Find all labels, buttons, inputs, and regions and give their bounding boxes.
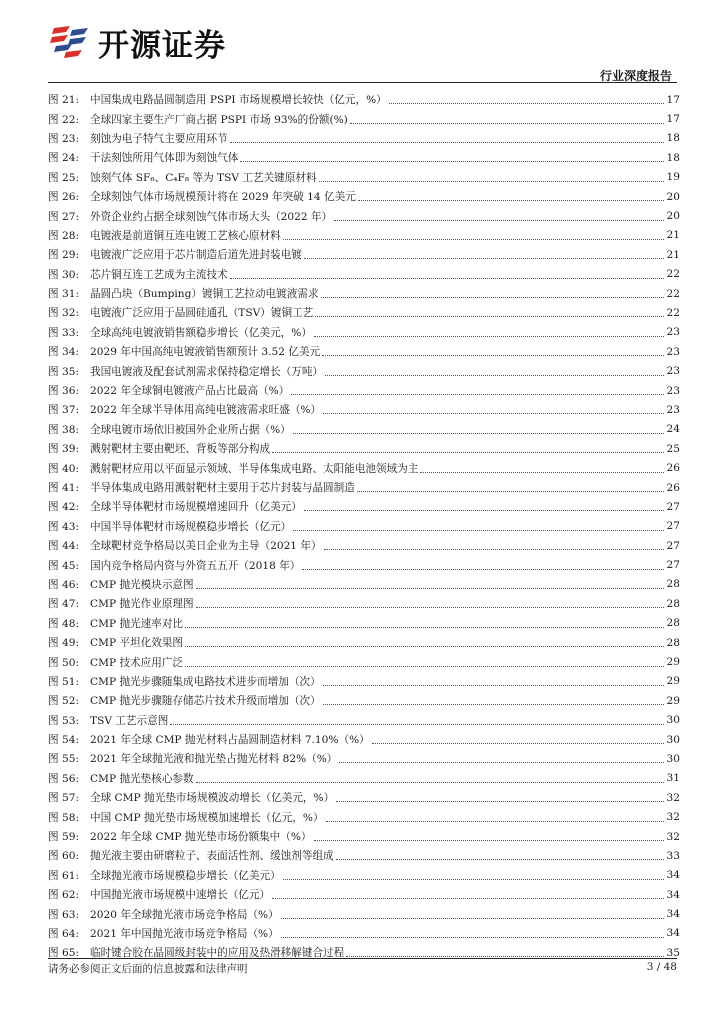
- toc-dot-leader: [358, 200, 664, 201]
- toc-figure-title[interactable]: TSV 工艺示意图: [90, 714, 169, 727]
- toc-figure-title[interactable]: 中国半导体靶材市场规模稳步增长（亿元）: [90, 520, 292, 533]
- toc-figure-number: 图 37:: [48, 404, 80, 417]
- toc-figure-number: 图 62:: [48, 889, 80, 902]
- toc-figure-title[interactable]: 全球刻蚀气体市场规模预计将在 2029 年突破 14 亿美元: [90, 191, 356, 204]
- toc-figure-title[interactable]: 溅射靶材应用以平面显示领域、半导体集成电路、太阳能电池领域为主: [90, 462, 419, 475]
- toc-page-number[interactable]: 21: [666, 248, 680, 261]
- toc-dot-leader: [322, 355, 664, 356]
- toc-page-number[interactable]: 29: [666, 675, 680, 688]
- toc-figure-number: 图 51:: [48, 675, 80, 688]
- toc-entry[interactable]: [48, 924, 680, 943]
- toc-figure-number: 图 22:: [48, 113, 80, 126]
- toc-figure-number: 图 29:: [48, 249, 80, 262]
- toc-entry[interactable]: [48, 478, 680, 497]
- toc-page-number[interactable]: 23: [666, 345, 680, 358]
- toc-entry[interactable]: [48, 303, 680, 322]
- toc-figure-number: 图 48:: [48, 617, 80, 630]
- toc-entry[interactable]: [48, 536, 680, 555]
- toc-figure-title[interactable]: 全球抛光液市场规模稳步增长（亿美元）: [90, 869, 281, 882]
- toc-dot-leader: [291, 394, 664, 395]
- brand-logo: [48, 20, 226, 64]
- toc-figure-title[interactable]: 2021 年全球 CMP 抛光材料占晶圆制造材料 7.10%（%）: [90, 734, 370, 747]
- toc-dot-leader: [240, 161, 664, 162]
- toc-figure-title[interactable]: 全球靶材竞争格局以美日企业为主导（2021 年）: [90, 540, 322, 553]
- toc-dot-leader: [272, 898, 664, 899]
- toc-dot-leader: [420, 472, 664, 473]
- toc-dot-leader: [283, 879, 664, 880]
- toc-figure-number: 图 31:: [48, 288, 80, 301]
- toc-dot-leader: [350, 123, 664, 124]
- toc-figure-title[interactable]: 抛光液主要由研磨粒子、表面活性剂、缓蚀剂等组成: [90, 850, 334, 863]
- toc-figure-number: 图 45:: [48, 559, 80, 572]
- toc-figure-title[interactable]: 中国集成电路晶圆制造用 PSPI 市场规模增长较快（亿元，%）: [90, 94, 387, 107]
- toc-page-number[interactable]: 23: [666, 326, 680, 339]
- toc-page-number[interactable]: 28: [666, 578, 680, 591]
- toc-dot-leader: [304, 258, 664, 259]
- toc-figure-title[interactable]: 2022 年全球 CMP 抛光垫市场份额集中（%）: [90, 831, 312, 844]
- toc-figure-number: 图 42:: [48, 501, 80, 514]
- toc-entry[interactable]: [48, 904, 680, 923]
- toc-page-number[interactable]: 27: [666, 539, 680, 552]
- toc-entry[interactable]: [48, 497, 680, 516]
- toc-page-number[interactable]: 29: [666, 694, 680, 707]
- toc-figure-number: 图 50:: [48, 656, 80, 669]
- toc-figure-number: 图 57:: [48, 792, 80, 805]
- toc-dot-leader: [230, 278, 664, 279]
- toc-dot-leader: [185, 646, 664, 647]
- toc-page-number[interactable]: 30: [666, 714, 680, 727]
- toc-dot-leader: [185, 666, 664, 667]
- toc-figure-number: 图 65:: [48, 947, 80, 960]
- toc-figure-title[interactable]: 2020 年全球抛光液市场竞争格局（%）: [90, 908, 279, 921]
- toc-dot-leader: [336, 859, 664, 860]
- toc-figure-title[interactable]: CMP 抛光模块示意图: [90, 578, 194, 591]
- toc-dot-leader: [272, 452, 664, 453]
- toc-figure-number: 图 24:: [48, 152, 80, 165]
- toc-entry[interactable]: [48, 866, 680, 885]
- toc-page-number[interactable]: 19: [666, 171, 680, 184]
- toc-dot-leader: [323, 413, 664, 414]
- toc-entry[interactable]: [48, 555, 680, 574]
- toc-page-number[interactable]: 18: [666, 151, 680, 164]
- toc-dot-leader: [323, 704, 664, 705]
- toc-dot-leader: [334, 220, 664, 221]
- logo-text: 开源证券: [98, 27, 226, 64]
- toc-page-number[interactable]: 22: [666, 268, 680, 281]
- toc-dot-leader: [372, 743, 664, 744]
- toc-figure-title[interactable]: 中国 CMP 抛光垫市场规模加速增长（亿元，%）: [90, 811, 324, 824]
- toc-entry[interactable]: [48, 846, 680, 865]
- toc-page-number[interactable]: 22: [666, 306, 680, 319]
- toc-figure-number: 图 46:: [48, 578, 80, 591]
- toc-figure-title[interactable]: 全球四家主要生产厂商占据 PSPI 市场 93%的份额(%): [90, 113, 348, 126]
- toc-page-number[interactable]: 27: [666, 520, 680, 533]
- toc-page-number[interactable]: 30: [666, 752, 680, 765]
- toc-entry[interactable]: [48, 730, 680, 749]
- toc-page-number[interactable]: 27: [666, 500, 680, 513]
- toc-figure-title[interactable]: CMP 抛光步骤随集成电路技术进步而增加（次）: [90, 675, 321, 688]
- toc-figure-title[interactable]: CMP 抛光步骤随存储芯片技术升级而增加（次）: [90, 695, 321, 708]
- toc-figure-number: 图 58:: [48, 811, 80, 824]
- toc-figure-title[interactable]: 蚀刻气体 SF₆、C₄F₈ 等为 TSV 工艺关键原材料: [90, 171, 317, 184]
- toc-figure-number: 图 38:: [48, 423, 80, 436]
- toc-entry[interactable]: [48, 381, 680, 400]
- toc-page-number[interactable]: 24: [666, 423, 680, 436]
- toc-figure-title[interactable]: 外资企业约占据全球刻蚀气体市场大头（2022 年）: [90, 210, 333, 223]
- toc-page-number[interactable]: 33: [666, 849, 680, 862]
- toc-figure-number: 图 27:: [48, 210, 80, 223]
- toc-entry[interactable]: [48, 265, 680, 284]
- toc-page-number[interactable]: 32: [666, 791, 680, 804]
- footer-page-number: 3 / 48: [646, 961, 677, 973]
- toc-figure-title[interactable]: 中国抛光液市场规模中速增长（亿元）: [90, 889, 271, 902]
- toc-entry[interactable]: [48, 148, 680, 167]
- toc-figure-number: 图 33:: [48, 326, 80, 339]
- toc-entry[interactable]: [48, 168, 680, 187]
- toc-figure-number: 图 28:: [48, 229, 80, 242]
- toc-figure-title[interactable]: 半导体集成电路用溅射靶材主要用于芯片封装与晶圆制造: [90, 482, 355, 494]
- toc-entry[interactable]: [48, 594, 680, 613]
- toc-dot-leader: [304, 510, 664, 511]
- toc-dot-leader: [357, 491, 664, 492]
- toc-entry[interactable]: [48, 109, 680, 128]
- toc-figure-title[interactable]: 我国电镀液及配套试剂需求保持稳定增长（万吨）: [90, 365, 324, 378]
- toc-entry[interactable]: [48, 400, 680, 419]
- toc-entry[interactable]: [48, 652, 680, 671]
- toc-figure-title[interactable]: 2021 年中国抛光液市场竞争格局（%）: [90, 927, 279, 940]
- toc-figure-title[interactable]: 电镀液是前道铜互连电镀工艺核心原材料: [90, 229, 281, 242]
- toc-page-number[interactable]: 23: [666, 365, 680, 378]
- logo-mark-icon: [48, 22, 92, 62]
- toc-figure-number: 图 34:: [48, 346, 80, 359]
- toc-dot-leader: [281, 937, 664, 938]
- toc-entry[interactable]: [48, 633, 680, 652]
- toc-page-number[interactable]: 29: [666, 656, 680, 669]
- toc-figure-title[interactable]: 2029 年中国高纯电镀液销售额预计 3.52 亿美元: [90, 346, 321, 359]
- toc-figure-number: 图 47:: [48, 598, 80, 611]
- toc-dot-leader: [230, 142, 664, 143]
- toc-figure-number: 图 21:: [48, 94, 80, 107]
- toc-page-number[interactable]: 30: [666, 733, 680, 746]
- toc-entry[interactable]: [48, 788, 680, 807]
- toc-page-number[interactable]: 27: [666, 559, 680, 572]
- toc-entry[interactable]: [48, 943, 680, 962]
- toc-dot-leader: [339, 762, 664, 763]
- toc-dot-leader: [315, 316, 664, 317]
- toc-page-number[interactable]: 25: [666, 442, 680, 455]
- toc-page-number[interactable]: 31: [666, 772, 680, 785]
- toc-entry[interactable]: [48, 361, 680, 380]
- toc-figure-number: 图 23:: [48, 132, 80, 145]
- toc-page-number[interactable]: 17: [666, 93, 680, 106]
- toc-dot-leader: [185, 627, 664, 628]
- toc-figure-number: 图 60:: [48, 850, 80, 863]
- toc-page-number[interactable]: 26: [666, 462, 680, 475]
- toc-dot-leader: [321, 297, 664, 298]
- toc-entry[interactable]: [48, 749, 680, 768]
- toc-figure-number: 图 35:: [48, 365, 80, 378]
- toc-dot-leader: [302, 569, 664, 570]
- toc-entry[interactable]: [48, 187, 680, 206]
- toc-figure-title[interactable]: CMP 技术应用广泛: [90, 656, 184, 669]
- toc-figure-number: 图 53:: [48, 714, 80, 727]
- toc-dot-leader: [389, 103, 664, 104]
- toc-figure-title[interactable]: 2021 年全球抛光液和抛光垫占抛光材料 82%（%）: [90, 753, 338, 766]
- toc-page-number[interactable]: 18: [666, 132, 680, 145]
- toc-entry[interactable]: [48, 827, 680, 846]
- toc-figure-title[interactable]: 全球半导体靶材市场规模增速回升（亿美元）: [90, 501, 302, 514]
- toc-entry[interactable]: [48, 769, 680, 788]
- toc-page-number[interactable]: 32: [666, 830, 680, 843]
- toc-figure-number: 图 40:: [48, 462, 80, 475]
- toc-figure-number: 图 25:: [48, 171, 80, 184]
- toc-figure-title[interactable]: 溅射靶材主要由靶坯、背板等部分构成: [90, 443, 271, 456]
- toc-page-number[interactable]: 28: [666, 597, 680, 610]
- toc-entry[interactable]: [48, 614, 680, 633]
- toc-figure-number: 图 63:: [48, 908, 80, 921]
- toc-entry[interactable]: [48, 226, 680, 245]
- toc-figure-title[interactable]: 2022 年全球铜电镀液产品占比最高（%）: [90, 385, 290, 398]
- toc-entry[interactable]: [48, 711, 680, 730]
- toc-entry[interactable]: [48, 342, 680, 361]
- toc-figure-title[interactable]: 全球 CMP 抛光垫市场规模波动增长（亿美元，%）: [90, 792, 335, 805]
- toc-figure-number: 图 43:: [48, 520, 80, 533]
- toc-figure-title[interactable]: 电镀液广泛应用于晶圆硅通孔（TSV）镀铜工艺: [90, 307, 314, 320]
- toc-entry[interactable]: [48, 439, 680, 458]
- toc-page-number[interactable]: 34: [666, 927, 680, 940]
- header-divider: [48, 82, 677, 83]
- toc-entry[interactable]: [48, 245, 680, 264]
- toc-figure-title[interactable]: 电镀液广泛应用于芯片制造后道先进封装电镀: [90, 249, 302, 262]
- toc-figure-number: 图 59:: [48, 831, 80, 844]
- toc-entry[interactable]: [48, 691, 680, 710]
- footer-disclaimer: 请务必参阅正文后面的信息披露和法律声明: [48, 963, 248, 975]
- toc-figure-number: 图 54:: [48, 734, 80, 747]
- toc-page-number[interactable]: 34: [666, 908, 680, 921]
- report-type-label: 行业深度报告: [599, 69, 672, 83]
- toc-entry[interactable]: [48, 323, 680, 342]
- toc-figure-title[interactable]: 临时键合胶在晶圆级封装中的应用及热滑移解键合过程: [90, 947, 345, 960]
- toc-page-number[interactable]: 26: [666, 481, 680, 494]
- toc-dot-leader: [281, 918, 664, 919]
- toc-figure-title[interactable]: 全球高纯电镀液销售额稳步增长（亿美元，%）: [90, 326, 312, 339]
- toc-page-number[interactable]: 34: [666, 869, 680, 882]
- toc-page-number[interactable]: 28: [666, 617, 680, 630]
- toc-figure-title[interactable]: CMP 抛光速率对比: [90, 617, 184, 630]
- toc-dot-leader: [314, 840, 664, 841]
- toc-entry[interactable]: [48, 90, 680, 109]
- toc-figure-title[interactable]: 刻蚀为电子特气主要应用环节: [90, 132, 228, 145]
- toc-figure-title[interactable]: 国内竞争格局内资与外资五五开（2018 年）: [90, 559, 301, 572]
- toc-figure-number: 图 61:: [48, 869, 80, 882]
- toc-entry[interactable]: [48, 575, 680, 594]
- toc-dot-leader: [293, 433, 664, 434]
- toc-dot-leader: [323, 685, 664, 686]
- footer-divider: [48, 958, 677, 959]
- toc-page-number[interactable]: 32: [666, 811, 680, 824]
- toc-page-number[interactable]: 34: [666, 888, 680, 901]
- toc-entry[interactable]: [48, 672, 680, 691]
- toc-page-number[interactable]: 28: [666, 636, 680, 649]
- toc-figure-title[interactable]: 全球电镀市场依旧被国外企业所占据（%）: [90, 423, 291, 436]
- toc-figure-number: 图 26:: [48, 191, 80, 204]
- toc-dot-leader: [336, 801, 664, 802]
- toc-page-number[interactable]: 21: [666, 229, 680, 242]
- toc-figure-title[interactable]: 干法刻蚀所用气体即为刻蚀气体: [90, 152, 239, 165]
- toc-page-number[interactable]: 22: [666, 287, 680, 300]
- toc-dot-leader: [283, 239, 664, 240]
- toc-entry[interactable]: [48, 284, 680, 303]
- toc-figure-title[interactable]: CMP 平坦化效果图: [90, 637, 184, 650]
- toc-entry[interactable]: [48, 420, 680, 439]
- toc-dot-leader: [196, 588, 664, 589]
- toc-entry[interactable]: [48, 885, 680, 904]
- toc-dot-leader: [314, 336, 664, 337]
- toc-entry[interactable]: [48, 517, 680, 536]
- toc-page-number[interactable]: 23: [666, 384, 680, 397]
- toc-figure-number: 图 52:: [48, 695, 80, 708]
- toc-figure-number: 图 49:: [48, 637, 80, 650]
- toc-entry[interactable]: [48, 807, 680, 826]
- toc-figure-number: 图 36:: [48, 385, 80, 398]
- toc-dot-leader: [324, 549, 664, 550]
- toc-dot-leader: [170, 724, 664, 725]
- toc-page-number[interactable]: 35: [666, 946, 680, 959]
- toc-page-number[interactable]: 20: [666, 190, 680, 203]
- toc-figure-title[interactable]: CMP 抛光作业原理图: [90, 598, 194, 611]
- toc-page-number[interactable]: 17: [666, 113, 680, 126]
- toc-dot-leader: [325, 375, 664, 376]
- toc-figure-title[interactable]: 2022 年全球半导体用高纯电镀液需求旺盛（%）: [90, 404, 322, 417]
- toc-figure-title[interactable]: 芯片铜互连工艺成为主流技术: [90, 268, 228, 281]
- toc-figure-title[interactable]: 晶圆凸块（Bumping）镀铜工艺拉动电镀液需求: [90, 288, 319, 301]
- toc-figure-number: 图 32:: [48, 307, 80, 320]
- toc-dot-leader: [293, 530, 664, 531]
- toc-figure-number: 图 30:: [48, 268, 80, 281]
- toc-page-number[interactable]: 23: [666, 403, 680, 416]
- toc-entry[interactable]: [48, 458, 680, 477]
- toc-figure-number: 图 44:: [48, 540, 80, 553]
- toc-figure-number: 图 55:: [48, 753, 80, 766]
- toc-dot-leader: [319, 181, 664, 182]
- toc-page-number[interactable]: 20: [666, 210, 680, 223]
- toc-figure-number: 图 64:: [48, 927, 80, 940]
- toc-entry[interactable]: [48, 206, 680, 225]
- toc-figure-number: 图 56:: [48, 772, 80, 785]
- toc-figure-number: 图 41:: [48, 482, 80, 494]
- toc-dot-leader: [326, 821, 664, 822]
- toc-figure-number: 图 39:: [48, 443, 80, 456]
- toc-entry[interactable]: [48, 129, 680, 148]
- figure-table-of-contents: [48, 90, 680, 963]
- toc-dot-leader: [196, 782, 664, 783]
- toc-figure-title[interactable]: CMP 抛光垫核心参数: [90, 772, 194, 785]
- toc-dot-leader: [196, 607, 664, 608]
